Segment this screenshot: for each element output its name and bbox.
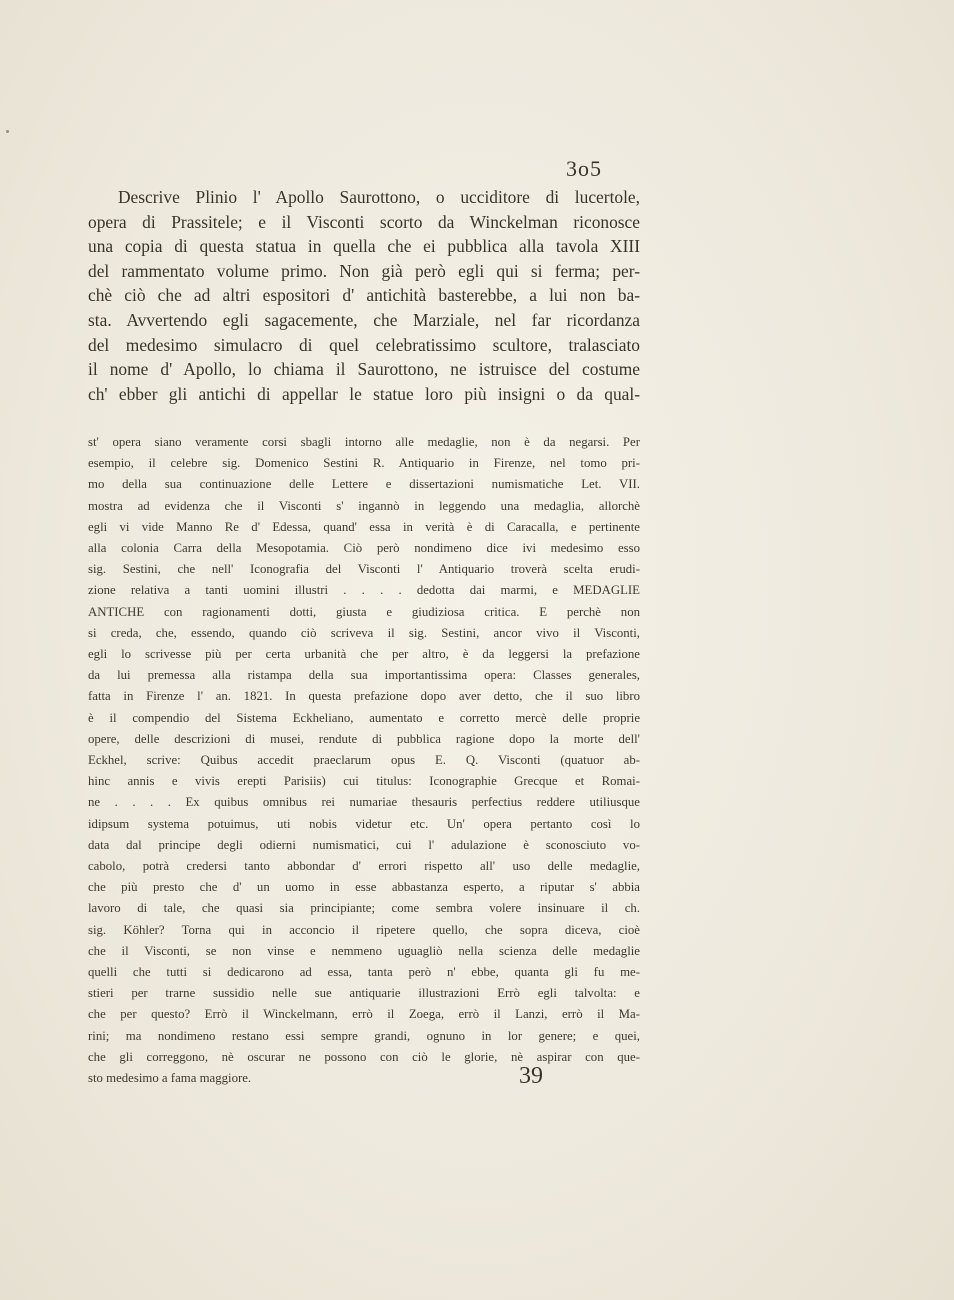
main-text-line: ch' ebber gli antichi di appellar le statue loro più insigni o da qual-	[88, 383, 640, 404]
paper-speck	[6, 130, 9, 133]
footnote-line: mostra ad evidenza che il Visconti s' ingannò in leggendo una medaglia, allorchè	[88, 498, 640, 513]
footnote-line: alla colonia Carra della Mesopotamia. Ciò però nondimeno dice ivi medesimo esso	[88, 541, 640, 556]
footnote-line: da lui premessa alla ristampa della sua importantissima opera: Classes generales,	[88, 668, 640, 683]
footnote-line: data dal principe degli odierni numismatici, cui l' adulazione è sconosciuto vo-	[88, 837, 640, 852]
footnote-line: ne . . . . Ex quibus omnibus rei numariae thesauris perfectius reddere utiliusque	[88, 795, 640, 810]
main-text-line: opera di Prassitele; e il Visconti scorto da Winckelman riconosce	[88, 211, 640, 232]
footnote-line: si creda, che, essendo, quando ciò scriveva il sig. Sestini, ancor vivo il Visconti,	[88, 625, 640, 640]
footnote-line: quelli che tutti si dedicarono ad essa, tanta però n' ebbe, quanta gli fu me-	[88, 965, 640, 980]
footnote-line: st' opera siano veramente corsi sbagli intorno alle medaglie, non è da negarsi. Per	[88, 435, 640, 449]
main-text-line: Descrive Plinio l' Apollo Saurottono, o ucciditore di lucertole,	[118, 187, 640, 207]
footnote-line: fatta in Firenze l' an. 1821. In questa prefazione dopo aver detto, che il suo libro	[88, 689, 640, 704]
footnote-line: è il compendio del Sistema Eckheliano, aumentato e corretto mercè delle proprie	[88, 710, 640, 725]
footnote-line: ANTICHE con ragionamenti dotti, giusta e giudiziosa critica. E perchè non	[88, 604, 640, 619]
footnote-line: esempio, il celebre sig. Domenico Sestini R. Antiquario in Firenze, nel tomo pri-	[88, 456, 640, 471]
footnote-line: che il Visconti, se non vinse e nemmeno uguagliò nella scienza delle medaglie	[88, 943, 640, 958]
footnote-line: idipsum systema potuimus, uti nobis videtur etc. Un' opera pertanto così lo	[88, 816, 640, 831]
footnote-line: che più presto che d' un uomo in esse abbastanza esperto, a riputar s' abbia	[88, 880, 640, 895]
main-text-block	[88, 185, 640, 406]
main-text-line: del medesimo simulacro di quel celebratissimo scultore, tralasciato	[88, 334, 640, 355]
footnote-line: hinc annis e vivis erepti Parisiis) cui titulus: Iconographie Grecque et Romai-	[88, 774, 640, 789]
footnote-line: sig. Sestini, che nell' Iconografia del Visconti l' Antiquario troverà scelta erudi-	[88, 562, 640, 577]
footnote-line: mo della sua continuazione delle Lettere e dissertazioni numismatiche Let. VII.	[88, 477, 640, 492]
footnote-line: egli vi vide Mannо Re d' Edessa, quand' essa in verità è di Caracalla, e pertinente	[88, 519, 640, 534]
footnote-line: che per questo? Errò il Winckelmann, errò il Zoega, errò il Lanzi, errò il Ma-	[88, 1007, 640, 1022]
footnote-line: egli lo scrivesse più per certa urbanità che per altro, è da leggersi la prefazione	[88, 647, 640, 662]
main-text-line: una copia di questa statua in quella che ei pubblica alla tavola XIII	[88, 236, 640, 257]
footnote-line: opere, delle descrizioni di musei, rendute di pubblica ragione dopo la morte dell'	[88, 731, 640, 746]
footnote-line: zione relativa a tanti uomini illustri . . . . dedotta dai marmi, e MEDAGLIE	[88, 583, 640, 598]
footnote-line: rini; ma nondimeno restano essi sempre grandi, ognuno in lor genere; e quei,	[88, 1028, 640, 1043]
footnote-line: sto medesimo a fama maggiore.	[88, 1071, 252, 1086]
main-text-line: chè ciò che ad altri espositori d' antichità basterebbe, a lui non ba-	[88, 285, 640, 306]
footnote-line: sig. Köhler? Torna qui in acconcio il ripetere quello, che sopra diceva, cioè	[88, 922, 640, 937]
footnote-line: Eckhel, scrive: Quibus accedit praeclarum opus E. Q. Visconti (quatuor ab-	[88, 753, 640, 768]
main-text-line: del rammentato volume primo. Non già però egli qui si ferma; per-	[88, 260, 640, 281]
footnote-line: cabolo, potrà credersi tanto abbondar d' errori rispetto all' uso delle medaglie,	[88, 859, 640, 874]
main-text-line: il nome d' Apollo, lo chiama il Saurottono, ne istruisce del costume	[88, 359, 640, 380]
main-text-line: sta. Avvertendo egli sagacemente, che Marziale, nel far ricordanza	[88, 309, 640, 330]
signature-mark: 39	[519, 1063, 543, 1089]
footnote-line: lavoro di tale, che quasi sia principiante; come sembra volere insinuare il ch.	[88, 901, 640, 916]
page-number: 3o5	[566, 156, 602, 181]
footnote-line: che gli correggono, nè oscurar ne possono con ciò le glorie, nè aspirar con que-	[88, 1049, 640, 1064]
footnote-block	[88, 432, 640, 1089]
footnote-line: stieri per trarne sussidio nelle sue antiquarie illustrazioni Errò egli talvolta: e	[88, 986, 640, 1001]
